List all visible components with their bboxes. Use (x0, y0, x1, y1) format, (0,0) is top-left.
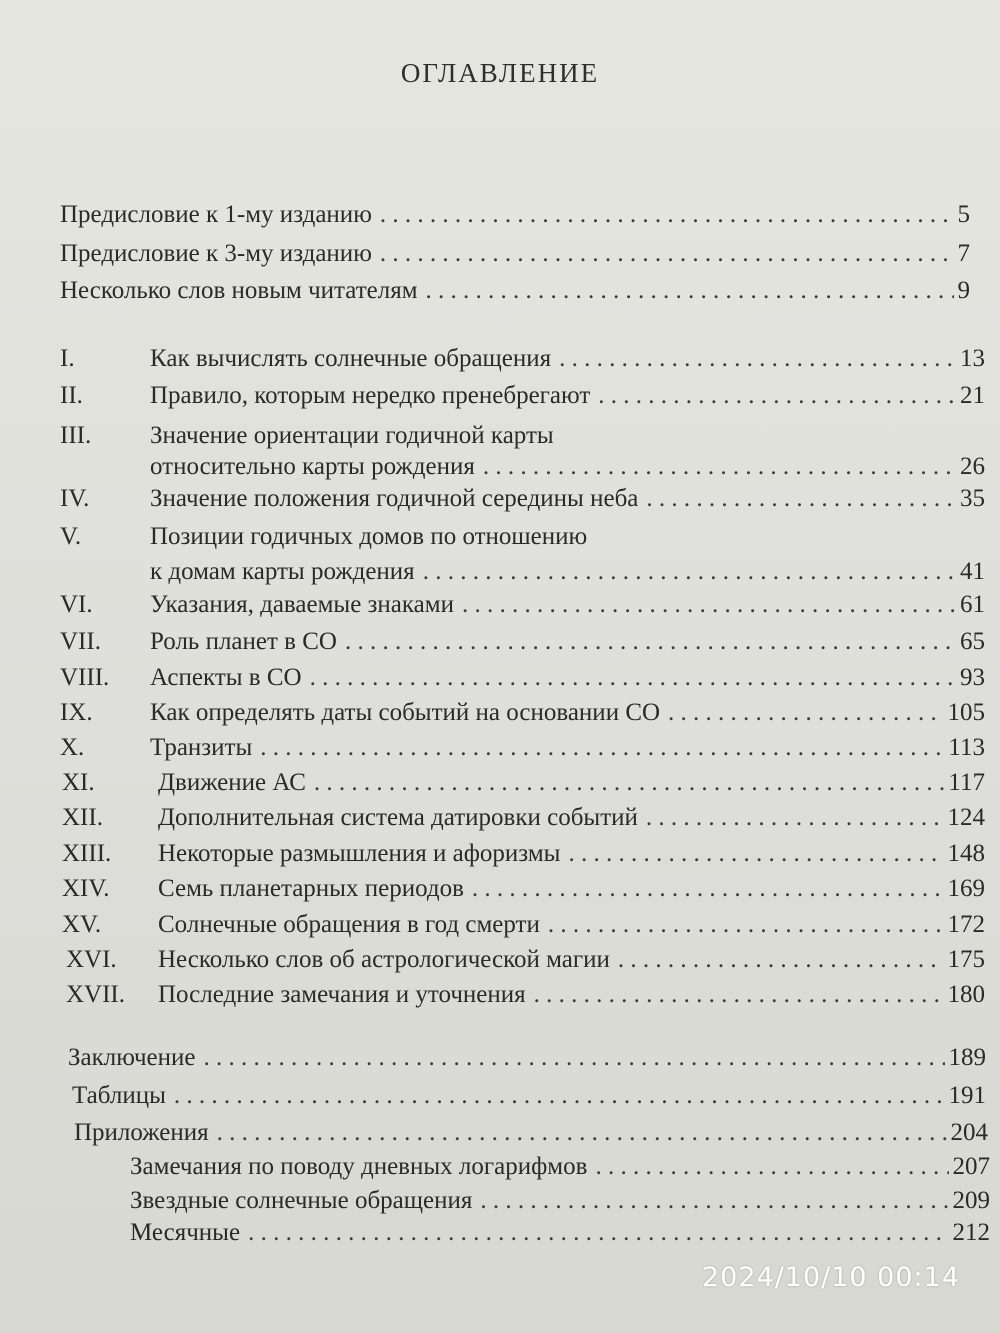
entry-label: Предисловие к 3-му изданию (60, 240, 372, 267)
chapter-title: Как определять даты событий на основании СО (150, 699, 661, 726)
chapter-number: XI. (62, 769, 95, 796)
chapter-page: 175 (947, 946, 985, 973)
chapter-entry (60, 421, 985, 451)
leader-dots (380, 200, 954, 230)
entry-page: 204 (950, 1119, 988, 1146)
chapter-title: относительно карты рождения (150, 453, 475, 480)
leader-dots (559, 344, 956, 374)
chapter-title: Движение АС (158, 769, 306, 796)
toc-entry (74, 1118, 988, 1148)
toc-entry (60, 276, 970, 306)
leader-dots (668, 698, 943, 728)
chapter-page: 13 (960, 345, 985, 372)
chapter-page: 65 (960, 628, 985, 655)
chapter-title: Роль планет в СО (150, 628, 337, 655)
chapter-page: 124 (947, 804, 985, 831)
entry-page: 7 (957, 240, 970, 267)
leader-dots (646, 803, 944, 833)
entry-label: Несколько слов новым читателям (60, 277, 418, 304)
chapter-entry (60, 557, 985, 587)
chapter-page: 169 (947, 875, 985, 902)
chapter-entry (60, 522, 985, 552)
entry-page: 191 (948, 1082, 986, 1109)
chapter-title: Семь планетарных периодов (158, 875, 464, 902)
chapter-title: Значение положения годичной середины неба (150, 485, 639, 512)
entry-label: Заключение (68, 1044, 196, 1071)
chapter-number: VI. (60, 591, 93, 618)
chapter-entry (60, 590, 985, 620)
chapter-number: X. (60, 734, 85, 761)
chapter-page: 105 (947, 699, 985, 726)
chapter-entry (60, 381, 985, 411)
chapter-entry (66, 945, 985, 975)
chapter-entry (60, 344, 985, 374)
leader-dots (472, 874, 944, 904)
leader-dots (426, 276, 954, 306)
leader-dots (646, 484, 956, 514)
leader-dots (248, 1218, 948, 1248)
chapter-number: XVII. (66, 981, 126, 1008)
chapter-title: Аспекты в СО (150, 664, 302, 691)
chapter-title: Несколько слов об астрологической магии (158, 946, 610, 973)
leader-dots (310, 663, 956, 693)
chapter-entry (60, 452, 985, 482)
chapter-entry (60, 698, 985, 728)
chapter-title: Указания, даваемые знаками (150, 591, 454, 618)
leader-dots (423, 557, 956, 587)
toc-entry (60, 200, 970, 230)
chapter-title: Дополнительная система датировки событий (158, 804, 638, 831)
entry-page: 212 (952, 1219, 990, 1246)
entry-label: Предисловие к 1-му изданию (60, 201, 372, 228)
chapter-entry (62, 768, 985, 798)
toc-entry (130, 1218, 990, 1248)
leader-dots (483, 452, 956, 482)
chapter-entry (62, 874, 985, 904)
chapter-title: Позиции годичных домов по отношению (150, 523, 588, 550)
leader-dots (598, 381, 956, 411)
chapter-entry (66, 980, 985, 1010)
entry-page: 9 (957, 277, 970, 304)
chapter-page: 21 (960, 382, 985, 409)
chapter-entry (60, 733, 985, 763)
entry-page: 207 (952, 1153, 990, 1180)
toc-entry (130, 1186, 990, 1216)
toc-entry (60, 239, 970, 269)
leader-dots (204, 1043, 945, 1073)
chapter-title: Солнечные обращения в год смерти (158, 911, 540, 938)
chapter-page: 26 (960, 453, 985, 480)
page-title: ОГЛАВЛЕНИЕ (400, 58, 600, 88)
chapter-entry (62, 803, 985, 833)
leader-dots (568, 839, 943, 869)
chapter-number: IV. (60, 485, 90, 512)
leader-dots (260, 733, 944, 763)
entry-label: Приложения (74, 1119, 209, 1146)
chapter-title: Значение ориентации годичной карты (150, 422, 554, 449)
entry-label: Таблицы (72, 1082, 166, 1109)
chapter-entry (60, 627, 985, 657)
chapter-page: 41 (960, 558, 985, 585)
toc-entry (68, 1043, 986, 1073)
chapter-page: 61 (960, 591, 985, 618)
chapter-number: III. (60, 422, 92, 449)
chapter-number: XV. (62, 911, 102, 938)
entry-label: Звездные солнечные обращения (130, 1187, 473, 1214)
entry-page: 209 (952, 1187, 990, 1214)
leader-dots (480, 1186, 948, 1216)
leader-dots (618, 945, 944, 975)
chapter-number: XVI. (66, 946, 117, 973)
chapter-page: 172 (947, 911, 985, 938)
entry-page: 189 (948, 1044, 986, 1071)
chapter-number: V. (60, 523, 82, 550)
chapter-number: IX. (60, 699, 93, 726)
leader-dots (345, 627, 956, 657)
chapter-number: XIV. (62, 875, 110, 902)
chapter-entry (62, 910, 985, 940)
chapter-title: к домам карты рождения (150, 558, 415, 585)
leader-dots (314, 768, 945, 798)
chapter-title: Транзиты (150, 734, 253, 761)
chapter-page: 117 (948, 769, 985, 796)
chapter-page: 93 (960, 664, 985, 691)
chapter-number: VII. (60, 628, 101, 655)
leader-dots (380, 239, 954, 269)
chapter-page: 148 (947, 840, 985, 867)
chapter-title: Как вычислять солнечные обращения (150, 345, 552, 372)
chapter-number: II. (60, 382, 83, 409)
leader-dots (174, 1081, 945, 1111)
chapter-page: 180 (947, 981, 985, 1008)
entry-label: Месячные (130, 1219, 241, 1246)
toc-entry (130, 1152, 990, 1182)
chapter-entry (60, 663, 985, 693)
toc-entry (72, 1081, 986, 1111)
leader-dots (534, 980, 944, 1010)
photo-timestamp: 2024/10/10 00:14 (701, 1262, 960, 1293)
chapter-title: Последние замечания и уточнения (158, 981, 526, 1008)
leader-dots (548, 910, 944, 940)
chapter-number: XIII. (62, 840, 112, 867)
chapter-title: Правило, которым нередко пренебрегают (150, 382, 591, 409)
chapter-number: XII. (62, 804, 103, 831)
entry-label: Замечания по поводу дневных логарифмов (130, 1153, 588, 1180)
entry-page: 5 (957, 201, 970, 228)
chapter-page: 35 (960, 485, 985, 512)
leader-dots (217, 1118, 947, 1148)
chapter-number: I. (60, 345, 75, 372)
chapter-page: 113 (948, 734, 985, 761)
chapter-entry (60, 484, 985, 514)
leader-dots (462, 590, 956, 620)
chapter-number: VIII. (60, 664, 110, 691)
chapter-entry (62, 839, 985, 869)
chapter-title: Некоторые размышления и афоризмы (158, 840, 561, 867)
leader-dots (595, 1152, 948, 1182)
